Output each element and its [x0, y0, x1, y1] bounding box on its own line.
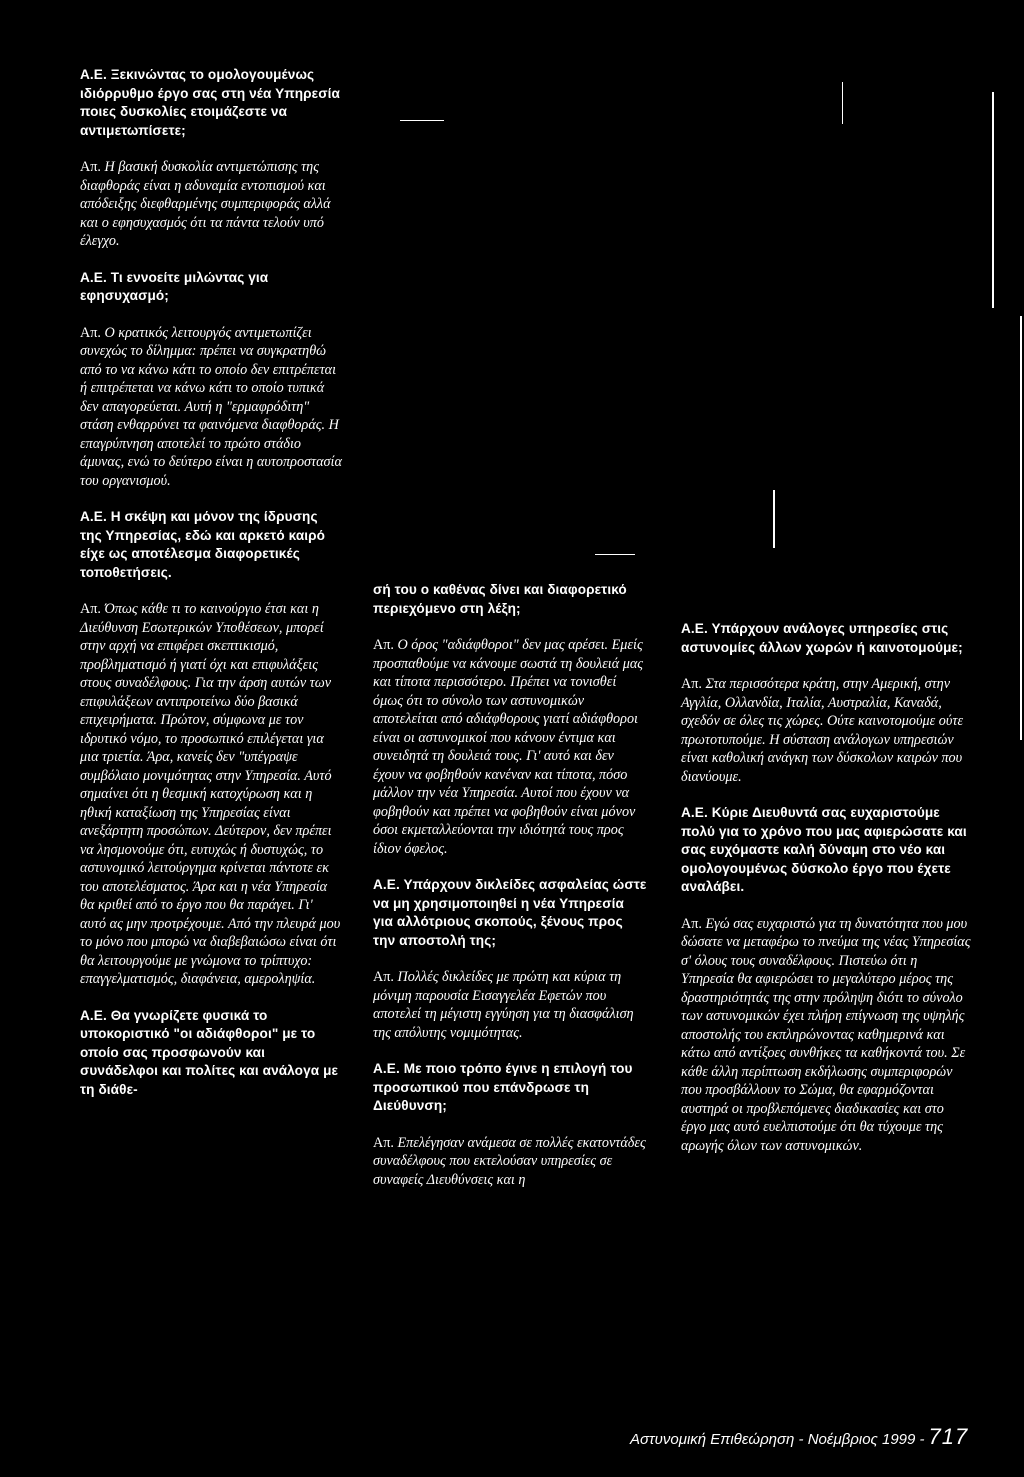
answer-label: Απ. [373, 637, 394, 653]
question-4-continued: σή του ο καθένας δίνει και διαφορετικό περιεχόμενο στη λέξη; [373, 582, 627, 616]
answer-text: Όπως κάθε τι το καινούργιο έτσι και η Διεύθυνση Εσωτερικών Υποθέσεων, μπορεί στην αρχή να επιφέρει σκεπτικισμό, προβληματισμό ή γιατί όχι και επιφυλάξεις στους συναδέλφους. Για την άρση αυτών των επιφυλάξεων αντιπροτείνω δύο βασικά επιχειρήματα. Πρώτον, σύμφωνα με τον ιδρυτικό νόμο, το προσωπικό επιλέγεται για μια τριετία. Άρα, κανείς δεν "υπέγραψε συμβόλαιο μονιμότητας στην Υπηρεσία. Αυτό σημαίνει ότι η θεσμική κατοχύρωση και η ηθική καταξίωση της Υπηρεσίας είναι ανεξάρτητη προσώπων. Δεύτερον, δεν πρέπει να λησμονούμε ότι, ευτυχώς ή δυστυχώς, το αστυνομικό λειτούργημα κρίνεται πάντοτε εκ του αποτελέσματος. Άρα και η νέα Υπηρεσία θα κριθεί από το έργο που θα παράγει. Γι' αυτό ας μην προτρέχουμε. Από την πλευρά μου το μόνο που μπορώ να διαβεβαιώσω είναι ότι θα λειτουργούμε με γνώμονα το τρίπτυχο: επαγγελματισμός, διαφάνεια, αμεροληψία. [80, 601, 341, 987]
question-2: Α.Ε. Τι εννοείτε μιλώντας για εφησυχασμό; [80, 269, 269, 303]
scan-line-right-vertical [992, 92, 994, 308]
answer-label: Απ. [80, 324, 101, 341]
page-number: 717 [928, 1424, 969, 1449]
answer-1 [80, 158, 342, 251]
answer-label: Απ. [80, 159, 101, 175]
answer-label: Απ. [80, 601, 101, 617]
answer-4 [373, 636, 647, 858]
answer-label: Απ. [373, 969, 394, 985]
question-6: Α.Ε. Με ποιο τρόπο έγινε η επιλογή του προσωπικού που επάνδρωσε τη Διεύθυνση; [373, 1061, 633, 1113]
scan-line-top-vertical [842, 82, 843, 124]
column-left [80, 66, 342, 1117]
answer-label: Απ. [373, 1134, 394, 1151]
answer-text: Ο κρατικός λειτουργός αντιμετωπίζει συνεχώς το δίλημμα: πρέπει να συγκρατηθώ από το να κάνω κάτι το οποίο δεν επιτρέπεται ή επιτρέπεται να κάνω κάτι το οποίο τυπικά δεν απαγορεύεται. Αυτή η "ερμαφρόδιτη" στάση ενθαρρύνει τα φαινόμενα διαφθοράς. Η επαγρύπνηση αποτελεί το πρώτο στάδιο άμυνας, ενώ το δεύτερο είναι η αυτοπροστασία του οργανισμού. [80, 324, 342, 489]
question-4: Α.Ε. Θα γνωρίζετε φυσικά το υποκοριστικό "οι αδιάφθοροι" με το οποίο σας προσφωνούν και συνάδελφοι και πολίτες και ανάλογα με τη διάθε- [80, 1007, 339, 1097]
answer-5 [373, 968, 647, 1042]
column-right [681, 620, 971, 1173]
answer-text: Η βασική δυσκολία αντιμετώπισης της διαφθοράς είναι η αδυναμία εντοπισμού και απόδειξης διεφθαρμένης συμπεριφοράς αλλά και ο εφησυχασμός ότι τα πάντα τελούν υπό έλεγχο. [80, 159, 331, 249]
answer-text: Εγώ σας ευχαριστώ για τη δυνατότητα που μου δώσατε να μεταφέρω το πνεύμα της νέας Υπηρεσίας σ' όλους τους συναδέλφους. Πιστεύω ότι η Υπηρεσία θα αφιερώσει το μεγαλύτερο μέρος της δραστηριότητάς της στην πρόληψη διότι το σύνολο των αστυνομικών έχει πλήρη επίγνωση της υψηλής αποστολής του εκπληρώνοντας καθημερινά και κάτω από αντίξοες συνθήκες τα καθήκοντά του. Σε κάθε άλλη περίπτωση εκδήλωσης συμπεριφορών που προσβάλλουν το Σώμα, θα εφαρμόζονται αυστηρά οι προβλεπόμενες διαδικασίες και στο έργο μας αυτό ευελπιστούμε ότι θα τύχουμε της αρωγής όλων των αστυνομικών. [681, 915, 971, 1154]
column-middle [373, 581, 647, 1207]
question-8: Α.Ε. Κύριε Διευθυντά σας ευχαριστούμε πολύ για το χρόνο που μας αφιερώσατε και σας ευχόμαστε καλή δύναμη στο νέο και ομολογουμένως δύσκολο έργο που έχετε αναλάβει. [681, 805, 967, 894]
scan-line-right-edge [1020, 316, 1022, 740]
scan-line-mid [595, 554, 635, 555]
page-footer [630, 1424, 968, 1450]
answer-label: Απ. [681, 676, 702, 692]
answer-text: Ο όρος "αδιάφθοροι" δεν μας αρέσει. Εμείς προσπαθούμε να κάνουμε σωστά τη δουλειά μας και τίποτα περισσότερο. Πρέπει να τονισθεί όμως ότι το σύνολο των αστυνομικών αποτελείται από αδιάφθορους γιατί αδιάφθοροι είναι οι αστυνομικοί που κάνουν έντιμα και συνειδητά τη δουλειά τους. Γι' αυτό και δεν έχουν να φοβηθούν κανέναν και τίποτα, πόσο μάλλον την νέα Υπηρεσία. Αυτοί που έχουν να φοβηθούν και πρέπει να φοβηθούν είναι μόνον όσοι εκμεταλλεύονται την ιδιότητά τους προς ίδιον όφελος. [373, 637, 644, 857]
question-5: Α.Ε. Υπάρχουν δικλείδες ασφαλείας ώστε να μη χρησιμοποιηθεί η νέα Υπηρεσία για αλλότριους σκοπούς, ξένους προς την αποστολή της; [373, 877, 647, 948]
answer-8 [681, 915, 971, 1156]
answer-3 [80, 600, 342, 989]
question-1: Α.Ε. Ξεκινώντας το ομολογουμένως ιδιόρρυθμο έργο σας στη νέα Υπηρεσία ποιες δυσκολίες ετοιμάζεστε να αντιμετωπίσετε; [80, 67, 340, 138]
answer-6 [373, 1134, 647, 1190]
answer-text: Πολλές δικλείδες με πρώτη και κύρια τη μόνιμη παρουσία Εισαγγελέα Εφετών που αποτελεί τη μέγιστη εγγύηση για τη διασφάλιση της απόλυτης νομιμότητας. [373, 969, 634, 1041]
answer-7 [681, 675, 971, 786]
answer-2 [80, 324, 342, 491]
scan-line-top [400, 120, 444, 121]
answer-text: Επελέγησαν ανάμεσα σε πολλές εκατοντάδες συναδέλφους που εκτελούσαν υπηρεσίες σε συναφείς Διευθύνσεις και η [373, 1134, 646, 1188]
scan-line-mid-vertical [773, 490, 775, 548]
question-3: Α.Ε. Η σκέψη και μόνον της ίδρυσης της Υπηρεσίας, εδώ και αρκετό καιρό είχε ως αποτέλεσμα διαφορετικές τοποθετήσεις. [80, 509, 326, 580]
question-7: Α.Ε. Υπάρχουν ανάλογες υπηρεσίες στις αστυνομίες άλλων χωρών ή καινοτομούμε; [681, 621, 963, 655]
answer-label: Απ. [681, 915, 702, 932]
answer-text: Στα περισσότερα κράτη, στην Αμερική, στην Αγγλία, Ολλανδία, Ιταλία, Αυστραλία, Καναδά, σχεδόν σε όλες τις χώρες. Ούτε καινοτομούμε ούτε πρωτοτυπούμε. Η σύσταση ανάλογων υπηρεσιών είναι καθολική ανάγκη των δύσκολων καιρών που διανύουμε. [681, 676, 964, 785]
publication-name: Αστυνομική Επιθεώρηση - Νοέμβριος 1999 - [630, 1431, 925, 1448]
